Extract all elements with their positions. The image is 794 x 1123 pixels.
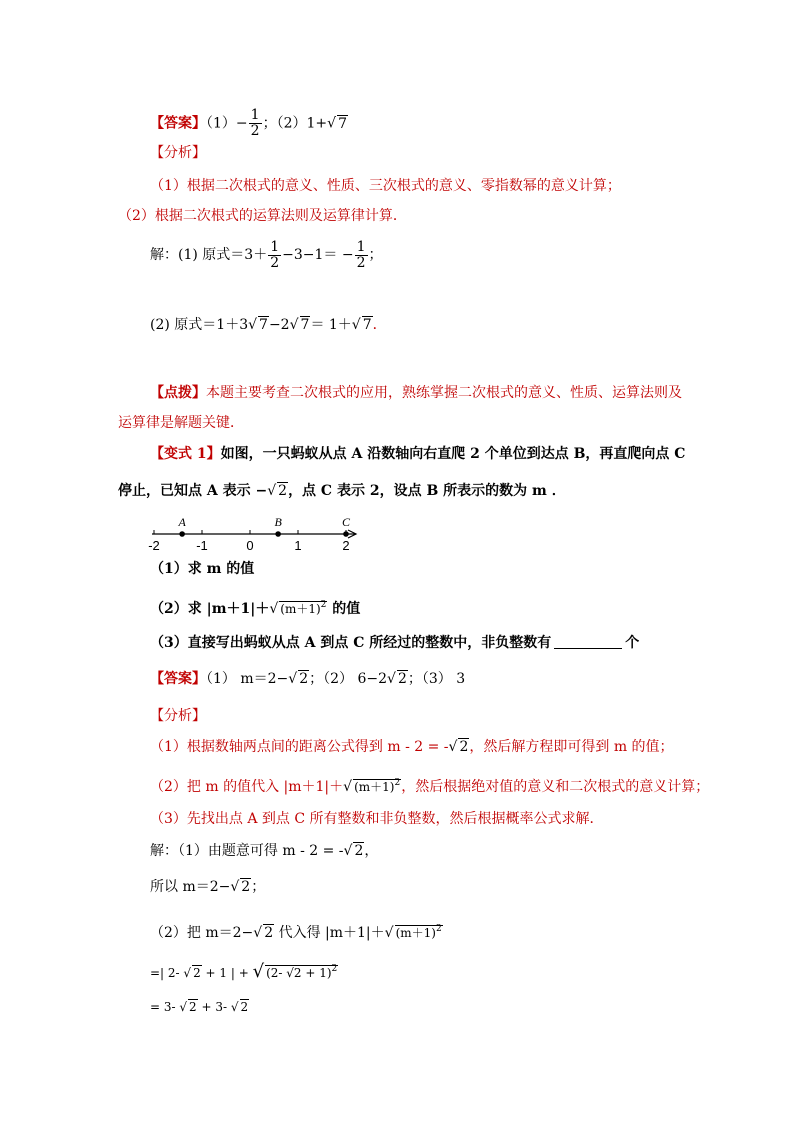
- sqrt-icon: √: [384, 925, 394, 941]
- analysis-line-1: （1）根据二次根式的意义、性质、三次根式的意义、零指数幂的意义计算；: [150, 178, 621, 194]
- analysis2-line-2: [150, 773, 709, 797]
- solution-text: ＝ 1＋: [310, 317, 352, 333]
- variant-line-2: [118, 481, 566, 501]
- solution-text: −2: [268, 317, 290, 333]
- variant-text: 如图，一只蚂蚁从点 A 沿数轴向右直爬 2 个单位到达点 B，再直爬向点 C: [220, 446, 686, 462]
- radicand: 7: [300, 317, 310, 333]
- sqrt-icon: √: [288, 671, 298, 687]
- radicand: 2: [397, 671, 407, 687]
- sqrt-icon: √: [327, 115, 337, 132]
- point-b: [275, 531, 281, 537]
- analysis-text: （1）根据数轴两点间的距离公式得到 m - 2 = -: [150, 739, 449, 755]
- solution-text: −3−1＝ −: [282, 247, 354, 263]
- number-line: [140, 508, 370, 554]
- answer-tag: 【答案】: [150, 115, 206, 132]
- answer-part-1: （1）: [206, 115, 236, 132]
- analysis-text: ，然后根据绝对值的意义和二次根式的意义计算；: [401, 779, 710, 795]
- solution-end: ；: [368, 247, 383, 263]
- solution2-line-1: [150, 841, 378, 861]
- solution2-line-3: [150, 919, 443, 943]
- radicand: [353, 779, 401, 794]
- sqrt-icon: √: [267, 483, 277, 499]
- analysis-title-1: 【分析】: [150, 145, 206, 161]
- sqrt-icon: √: [448, 739, 458, 755]
- exponent: 2: [320, 600, 327, 610]
- solution-text: （2）把 m＝2−: [150, 925, 254, 941]
- tip-line-1: [150, 383, 682, 403]
- answer-blank: [554, 634, 622, 649]
- solution-text: 解：（1）由题意可得 m - 2 = -: [150, 843, 344, 859]
- solution-text: (2) 原式＝1＋3: [150, 317, 249, 333]
- denominator: 2: [250, 123, 260, 139]
- denominator: 2: [356, 254, 366, 271]
- tick-label: -2: [148, 538, 160, 553]
- solution-text: ，: [364, 843, 379, 859]
- denominator: 2: [270, 254, 280, 271]
- question-3: [150, 633, 639, 653]
- analysis-title-2: 【分析】: [150, 708, 206, 724]
- sqrt-icon: √: [183, 966, 192, 980]
- radicand: 7: [362, 317, 372, 333]
- sqrt-icon: √: [351, 317, 361, 333]
- answer-term: 1+: [306, 115, 328, 132]
- radicand: 7: [259, 317, 268, 333]
- variant-text: 停止，已知点 A 表示 −: [118, 483, 268, 499]
- minus-sign: −: [235, 115, 248, 132]
- answer-tag: 【答案】: [150, 671, 206, 687]
- exponent: 2: [331, 964, 338, 974]
- question-text: （3）直接写出蚂蚁从点 A 到点 C 所经过的整数中，非负整数有: [150, 635, 552, 651]
- solution-text: 代入得 |m＋1|＋: [274, 925, 385, 941]
- solution2-line-5: [150, 997, 249, 1017]
- point-label: B: [274, 515, 282, 529]
- radicand: 2: [189, 1000, 197, 1014]
- tick-label: 2: [342, 538, 350, 553]
- fraction: [355, 240, 368, 271]
- radicand: 2: [264, 925, 274, 941]
- analysis-text: （2）把 m 的值代入 |m＋1|＋: [150, 779, 344, 795]
- answer-separator: ；（2）: [262, 115, 307, 132]
- sqrt-icon: √: [179, 1000, 188, 1014]
- radicand: [279, 601, 327, 616]
- radicand-text: (m＋1): [354, 780, 395, 794]
- tip-line-2: 运算律是解题关键．: [118, 415, 244, 431]
- exponent: 2: [435, 924, 442, 934]
- radicand-text: (2- √2 + 1): [266, 966, 332, 980]
- sqrt-icon: √: [343, 843, 353, 859]
- question-text: 个: [625, 635, 640, 651]
- variant-line-1: [150, 444, 685, 464]
- solution-text: =| 2-: [150, 966, 184, 980]
- variant-tag: 【变式 1】: [150, 446, 221, 462]
- sqrt-icon: √: [252, 961, 265, 982]
- sqrt-icon: √: [230, 1000, 239, 1014]
- solution-end: ．: [372, 317, 387, 333]
- solution-text: + 3-: [197, 1000, 231, 1014]
- analysis-text: ，然后解方程即可得到 m 的值；: [469, 739, 674, 755]
- tip-tag: 【点拨】: [150, 385, 206, 401]
- question-2: [150, 595, 360, 619]
- tick-label: 1: [294, 538, 302, 553]
- analysis-line-2: （2）根据二次根式的运算法则及运算律计算．: [118, 208, 407, 224]
- answer-text: （1） m＝2−: [206, 671, 289, 687]
- solution-text: + 1 | +: [201, 966, 253, 980]
- radicand: 2: [278, 483, 288, 499]
- point-a: [179, 531, 185, 537]
- solution-text: = 3-: [150, 1000, 180, 1014]
- numerator: 1: [356, 238, 366, 255]
- tick-label: 0: [246, 538, 254, 553]
- fraction: [268, 240, 281, 271]
- solution-line-2: [150, 315, 387, 335]
- solution-text: ；: [251, 879, 266, 895]
- answer-line-2: [150, 669, 465, 689]
- numerator: 1: [250, 107, 260, 123]
- solution-line-1: [150, 238, 383, 272]
- sqrt-icon: √: [253, 925, 263, 941]
- answer-text: ；（3） 3: [407, 671, 466, 687]
- fraction: [249, 108, 262, 139]
- sqrt-icon: √: [248, 317, 258, 333]
- radicand-text: (m＋1): [395, 926, 436, 940]
- variant-text: ，点 C 表示 2，设点 B 所表示的数为 m ．: [288, 483, 566, 499]
- question-text: （2）求 |m＋1|＋: [150, 601, 270, 617]
- radicand: 2: [459, 739, 469, 755]
- point-c: [343, 531, 349, 537]
- radicand: [265, 965, 338, 980]
- solution-text: 解：(1) 原式＝3＋: [150, 247, 268, 263]
- tip-text: 本题主要考查二次根式的应用，熟练掌握二次根式的意义、性质、运算法则及: [206, 385, 682, 401]
- numerator: 1: [270, 238, 280, 255]
- radicand: 7: [338, 115, 347, 132]
- radicand: 2: [193, 966, 201, 980]
- tick-label: -1: [196, 538, 208, 553]
- question-text: 的值: [327, 601, 361, 617]
- point-label: A: [178, 515, 186, 529]
- radicand-text: (m＋1): [280, 602, 321, 616]
- sqrt-icon: √: [230, 879, 240, 895]
- point-label: C: [341, 515, 351, 529]
- radicand: [395, 925, 443, 940]
- sqrt-icon: √: [269, 601, 279, 617]
- answer-line-1: [150, 108, 348, 139]
- radicand: 2: [240, 1000, 249, 1014]
- question-1: （1）求 m 的值: [150, 561, 255, 577]
- radicand: 2: [241, 879, 251, 895]
- solution2-line-4: [150, 959, 338, 983]
- solution2-line-2: [150, 877, 265, 897]
- answer-text: ；（2） 6−2: [309, 671, 388, 687]
- sqrt-icon: √: [387, 671, 396, 687]
- radicand: 2: [299, 671, 309, 687]
- analysis2-line-1: [150, 737, 674, 757]
- exponent: 2: [394, 778, 401, 788]
- analysis2-line-3: （3）先找出点 A 到点 C 所有整数和非负整数，然后根据概率公式求解．: [150, 811, 604, 827]
- solution-text: 所以 m＝2−: [150, 879, 231, 895]
- radicand: 2: [354, 843, 364, 859]
- sqrt-icon: √: [289, 317, 299, 333]
- sqrt-icon: √: [343, 779, 353, 795]
